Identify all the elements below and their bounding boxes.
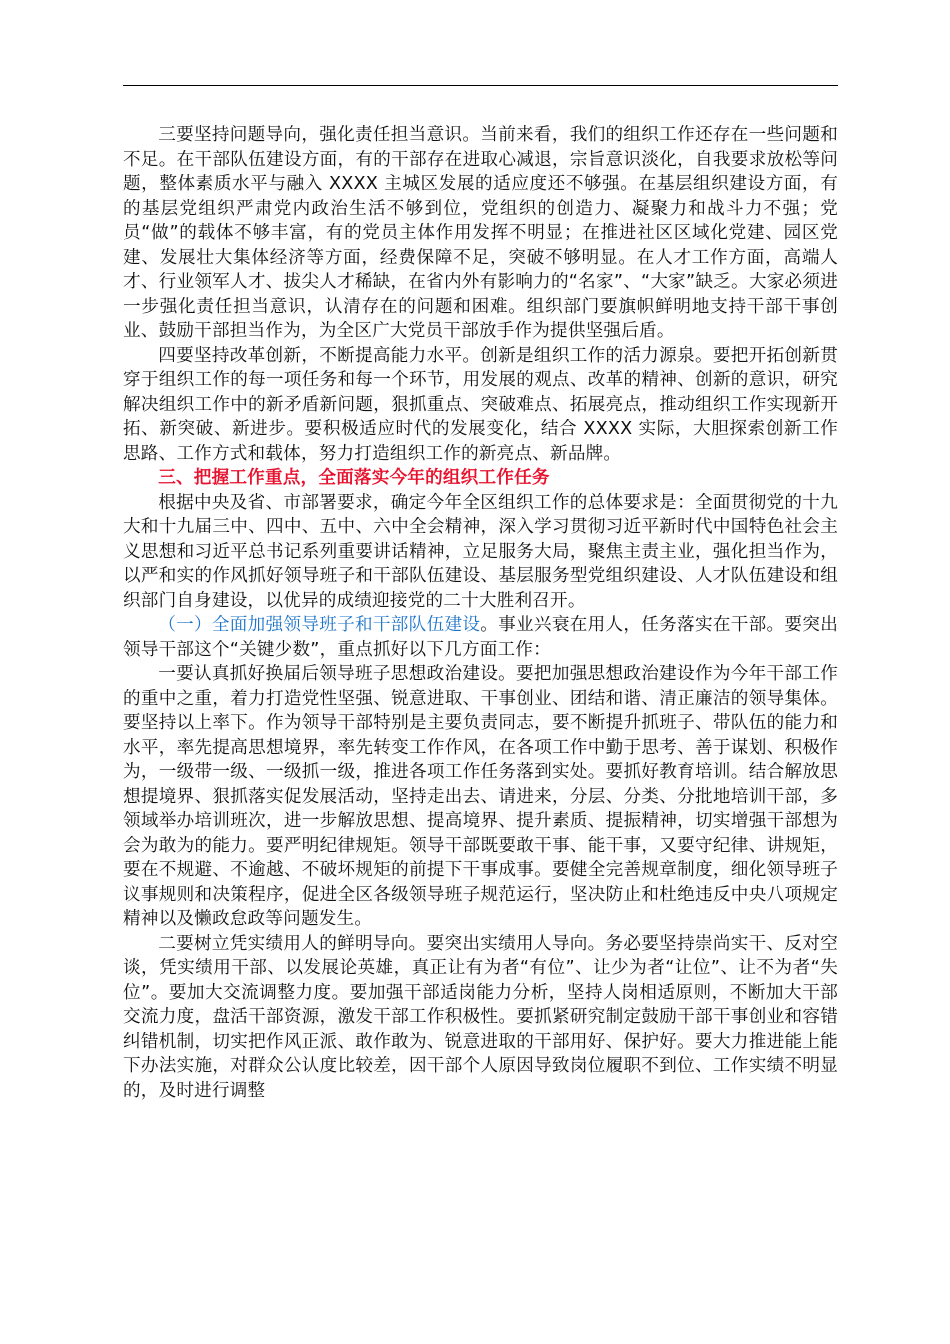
paragraph-leadership-intro bbox=[123, 613, 838, 662]
paragraph-problem-orientation: 三要坚持问题导向，强化责任担当意识。当前来看，我们的组织工作还存在一些问题和不足。在干部队伍建设方面，有的干部存在进取心减退，宗旨意识淡化，自我要求放松等问题，整体素质水平与融入 XXXX 主城区发展的适应度还不够强。在基层组织建设方面，有的基层党组织严肃党内政治生活不够到位，党组织的创造力、凝聚力和战斗力不强；党员“做”的载体不够丰富，有的党员主体作用发挥不明显；在推进社区区域化党建、园区党建、发展壮大集体经济等方面，经费保障不足，突破不够明显。在人才工作方面，高端人才、行业领军人才、拔尖人才稀缺，在省内外有影响力的“名家”、“大家”缺乏。大家必须进一步强化责任担当意识，认清存在的问题和困难。组织部门要旗帜鲜明地支持干部干事创业、鼓励干部担当作为，为全区广大党员干部放手作为提供坚强后盾。 bbox=[123, 125, 838, 341]
paragraph-reform-innovation: 四要坚持改革创新，不断提高能力水平。创新是组织工作的活力源泉。要把开拓创新贯穿于组织工作的每一项任务和每一个环节，用发展的观点、改革的精神、创新的意识，研究解决组织工作中的新矛盾新问题，狠抓重点、突破难点、拓展亮点，推动组织工作实现新开拓、新突破、新进步。要积极适应时代的发展变化，结合 XXXX 实际，大胆探索创新工作思路、工作方式和载体，努力打造组织工作的新亮点、新品牌。 bbox=[123, 345, 838, 464]
subsection-intro-text: 。事业兴衰在用人，任务落实在干部。要突出领导干部这个“关键少数”，重点抓好以下几方面工作： bbox=[123, 615, 838, 660]
section-heading-three: 三、把握工作重点，全面落实今年的组织工作任务 bbox=[158, 468, 550, 488]
header-rule bbox=[123, 85, 838, 86]
paragraph-political-building: 一要认真抓好换届后领导班子思想政治建设。要把加强思想政治建设作为今年干部工作的重中之重，着力打造党性坚强、锐意进取、干事创业、团结和谐、清正廉洁的领导集体。要坚持以上率下。作为领导干部特别是主要负责同志，要不断提升抓班子、带队伍的能力和水平，率先提高思想境界，率先转变工作作风，在各项工作中勤于思考、善于谋划、积极作为，一级带一级、一级抓一级，推进各项工作任务落到实处。要抓好教育培训。结合解放思想提境界、狠抓落实促发展活动，坚持走出去、请进来，分层、分类、分批地培训干部，多领域举办培训班次，进一步解放思想、提高境界、提升素质、提振精神，切实增强干部想为会为敢为的能力。要严明纪律规矩。领导干部既要敢干事、能干事，又要守纪律、讲规矩，要在不规避、不逾越、不破坏规矩的前提下干事成事。要健全完善规章制度，细化领导班子议事规则和决策程序，促进全区各级领导班子规范运行，坚决防止和杜绝违反中央八项规定精神以及懒政怠政等问题发生。 bbox=[123, 664, 838, 929]
subsection-heading-one: （一）全面加强领导班子和干部队伍建设 bbox=[158, 615, 481, 635]
paragraph-overall-requirements: 根据中央及省、市部署要求，确定今年全区组织工作的总体要求是：全面贯彻党的十九大和十九届三中、四中、五中、六中全会精神，深入学习贯彻习近平新时代中国特色社会主义思想和习近平总书记系列重要讲话精神，立足服务大局，聚焦主责主业，强化担当作为，以严和实的作风抓好领导班子和干部队伍建设、基层服务型党组织建设、人才队伍建设和组织部门自身建设，以优异的成绩迎接党的二十大胜利召开。 bbox=[123, 492, 838, 611]
document-body bbox=[123, 123, 838, 1103]
paragraph-merit-orientation: 二要树立凭实绩用人的鲜明导向。要突出实绩用人导向。务必要坚持崇尚实干、反对空谈，凭实绩用干部、以发展论英雄，真正让有为者“有位”、让少为者“让位”、让不为者“失位”。要加大交流调整力度。要加强干部适岗能力分析，坚持人岗相适原则，不断加大干部交流力度，盘活干部资源，激发干部工作积极性。要抓紧研究制定鼓励干部干事创业和容错纠错机制，切实把作风正派、敢作敢为、锐意进取的干部用好、保护好。要大力推进能上能下办法实施，对群众公认度比较差，因干部个人原因导致岗位履职不到位、工作实绩不明显的，及时进行调整 bbox=[123, 933, 838, 1101]
